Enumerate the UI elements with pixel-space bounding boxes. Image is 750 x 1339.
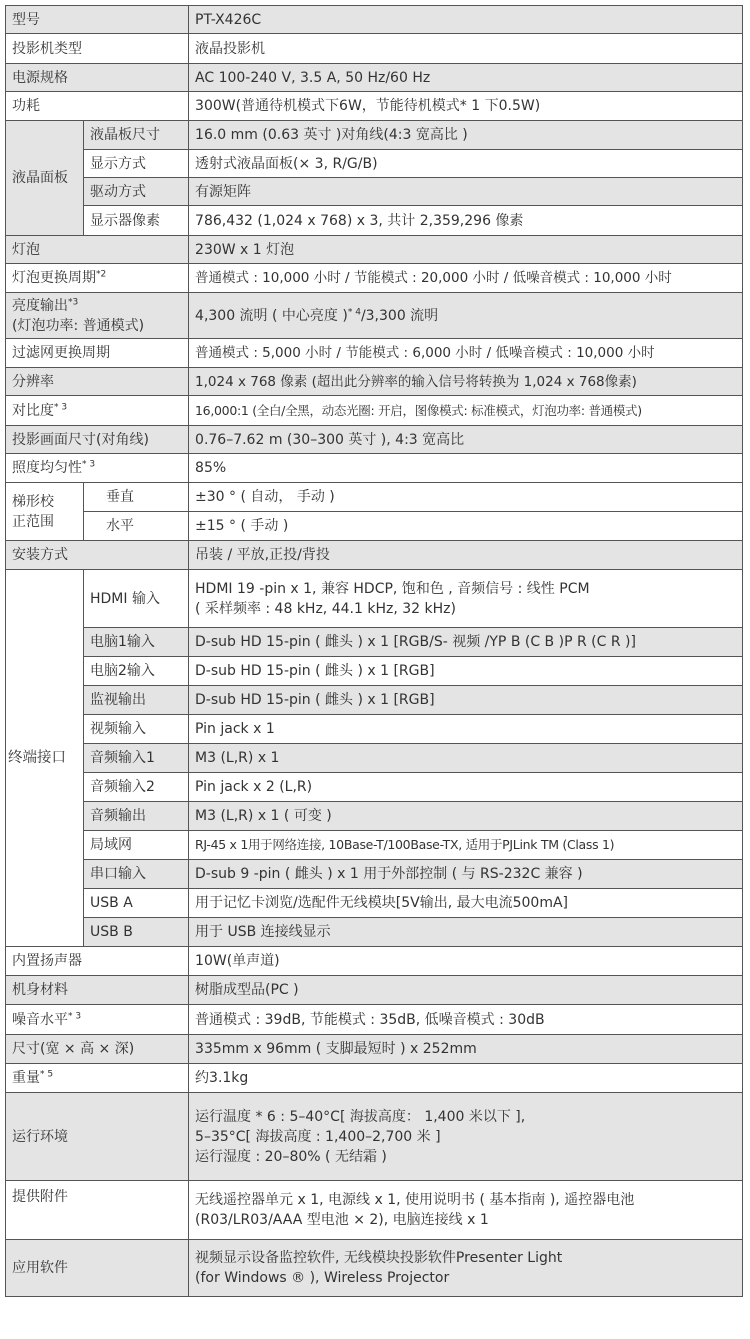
label-lcd-pixels: 显示器像素: [84, 206, 189, 236]
row-noise: [6, 1005, 743, 1035]
terminal-value: D-sub HD 15-pin ( 雌头 ) x 1 [RGB]: [189, 657, 743, 686]
row-accessories: [6, 1181, 743, 1240]
terminal-value: D-sub HD 15-pin ( 雌头 ) x 1 [RGB]: [189, 686, 743, 715]
terminal-value: D-sub HD 15-pin ( 雌头 ) x 1 [RGB/S- 视频 /YP B (C B )P R (C R )]: [189, 628, 743, 657]
terminal-label: 电脑1输入: [84, 628, 189, 657]
terminal-value: [189, 570, 743, 628]
value-resolution: 1,024 x 768 像素 (超出此分辨率的输入信号将转换为 1,024 x 768像素): [189, 368, 743, 396]
row-terminal-monitor: [6, 686, 743, 715]
label-contrast: [6, 396, 189, 426]
label-accessories: 提供附件: [6, 1181, 189, 1240]
terminal-value-line: HDMI 19 -pin x 1, 兼容 HDCP, 饱和色 , 音频信号 : 线性 PCM: [195, 580, 590, 597]
row-install: [6, 541, 743, 570]
row-terminal-usb-b: [6, 918, 743, 947]
terminal-label: 监视输出: [84, 686, 189, 715]
label-type: 投影机类型: [6, 34, 189, 64]
label-speaker: 内置扬声器: [6, 947, 189, 976]
terminal-value: M3 (L,R) x 1: [189, 744, 743, 773]
row-dimensions: [6, 1035, 743, 1064]
value-type: 液晶投影机: [189, 34, 743, 64]
footnote-mark: * 3: [68, 1010, 82, 1021]
value-brightness-text: 4,300 流明 ( 中心亮度 ): [195, 307, 348, 324]
terminal-label: 局域网: [84, 831, 189, 860]
value-uniformity: 85%: [189, 454, 743, 483]
row-keystone-horizontal: [6, 512, 743, 541]
row-keystone-vertical: [6, 483, 743, 512]
label-uniformity-text: 照度均匀性: [12, 460, 82, 476]
label-noise-text: 噪音水平: [12, 1011, 68, 1028]
terminal-label: USB A: [84, 889, 189, 918]
label-brightness: [6, 293, 189, 339]
terminal-label: 音频输出: [84, 802, 189, 831]
label-lamp-cycle-text: 灯泡更换周期: [12, 270, 96, 286]
label-keystone-line2: 正范围: [12, 513, 54, 530]
value-lamp-cycle: 普通模式 : 10,000 小时 / 节能模式 : 20,000 小时 / 低噪音模式 : 10,000 小时: [189, 264, 743, 293]
label-lamp-cycle: [6, 264, 189, 293]
label-brightness-text: 亮度输出: [12, 297, 68, 314]
label-weight: [6, 1064, 189, 1093]
value-filter: 普通模式 : 5,000 小时 / 节能模式 : 6,000 小时 / 低噪音模式 : 10,000 小时: [189, 339, 743, 368]
value-dimensions: 335mm x 96mm ( 支脚最短时 ) x 252mm: [189, 1035, 743, 1064]
label-keystone-vertical: 垂直: [84, 483, 189, 512]
label-terminals: 终端接口: [6, 570, 84, 947]
row-weight: [6, 1064, 743, 1093]
row-speaker: [6, 947, 743, 976]
terminal-label: 视频输入: [84, 715, 189, 744]
value-line: 视频显示设备监控软件, 无线模块投影软件Presenter Light: [195, 1250, 563, 1266]
row-lcd-drive: [6, 178, 743, 206]
row-screen: [6, 426, 743, 454]
value-lcd-pixels: 786,432 (1,024 x 768) x 3, 共计 2,359,296 像素: [189, 206, 743, 236]
label-power: 电源规格: [6, 64, 189, 92]
label-keystone-horizontal: 水平: [84, 512, 189, 541]
row-terminal-audio-out: [6, 802, 743, 831]
value-environment: [189, 1093, 743, 1181]
label-contrast-text: 对比度: [12, 402, 54, 419]
terminal-label: 串口输入: [84, 860, 189, 889]
value-speaker: 10W(单声道): [189, 947, 743, 976]
value-screen: 0.76–7.62 m (30–300 英寸 ), 4:3 宽高比: [189, 426, 743, 454]
row-terminal-usb-a: [6, 889, 743, 918]
row-lamp: [6, 236, 743, 264]
row-consumption: [6, 92, 743, 121]
value-line: 无线遥控器单元 x 1, 电源线 x 1, 使用说明书 ( 基本指南 ), 遥控器电池: [195, 1192, 635, 1208]
footnote-mark: * 3: [82, 459, 96, 470]
label-keystone-line1: 梯形校: [12, 493, 54, 510]
label-material: 机身材料: [6, 976, 189, 1005]
terminal-value: 用于 USB 连接线显示: [189, 918, 743, 947]
footnote-mark: * 5: [40, 1069, 54, 1080]
terminal-label: 电脑2输入: [84, 657, 189, 686]
label-filter: 过滤网更换周期: [6, 339, 189, 368]
value-consumption: 300W(普通待机模式下6W，节能待机模式* 1 下0.5W): [189, 92, 743, 121]
footnote-mark: *3: [68, 296, 79, 307]
value-software: [189, 1240, 743, 1297]
terminal-label: USB B: [84, 918, 189, 947]
value-model: PT-X426C: [189, 6, 743, 34]
row-terminal-audio-in2: [6, 773, 743, 802]
terminal-value: RJ-45 x 1用于网络连接, 10Base-T/100Base-TX, 适用于PJLink TM (Class 1): [189, 831, 743, 860]
row-terminal-video: [6, 715, 743, 744]
label-resolution: 分辨率: [6, 368, 189, 396]
terminal-value: D-sub 9 -pin ( 雌头 ) x 1 用于外部控制 ( 与 RS-232C 兼容 ): [189, 860, 743, 889]
label-dimensions: 尺寸(宽 × 高 × 深): [6, 1035, 189, 1064]
terminal-label: 音频输入1: [84, 744, 189, 773]
row-power: [6, 64, 743, 92]
row-contrast: [6, 396, 743, 426]
value-lcd-size: 16.0 mm (0.63 英寸 )对角线(4:3 宽高比 ): [189, 121, 743, 150]
value-brightness-text2: /3,300 流明: [360, 307, 439, 324]
label-model: 型号: [6, 6, 189, 34]
value-lcd-drive: 有源矩阵: [189, 178, 743, 206]
label-weight-text: 重量: [12, 1070, 40, 1086]
spec-table: [5, 5, 743, 1297]
row-resolution: [6, 368, 743, 396]
label-uniformity: [6, 454, 189, 483]
terminal-label: HDMI 输入: [84, 570, 189, 628]
row-terminal-audio-in1: [6, 744, 743, 773]
value-weight: 约3.1kg: [189, 1064, 743, 1093]
terminal-label: 音频输入2: [84, 773, 189, 802]
value-accessories: [189, 1181, 743, 1240]
row-material: [6, 976, 743, 1005]
terminal-value: Pin jack x 1: [189, 715, 743, 744]
footnote-mark: * 3: [54, 401, 68, 412]
footnote-mark: *2: [96, 269, 107, 280]
row-environment: [6, 1093, 743, 1181]
label-lcd: 液晶面板: [6, 121, 84, 236]
row-lamp-cycle: [6, 264, 743, 293]
value-lcd-display: 透射式液晶面板(× 3, R/G/B): [189, 150, 743, 178]
value-keystone-horizontal: ±15 ° ( 手动 ): [189, 512, 743, 541]
label-keystone: [6, 483, 84, 541]
value-contrast: 16,000:1 (全白/全黑，动态光圈: 开启，图像模式: 标准模式，灯泡功率: 普通模式): [189, 396, 743, 426]
terminal-value: M3 (L,R) x 1 ( 可变 ): [189, 802, 743, 831]
row-terminal-pc1: [6, 628, 743, 657]
row-terminal-serial: [6, 860, 743, 889]
label-consumption: 功耗: [6, 92, 189, 121]
row-uniformity: [6, 454, 743, 483]
row-terminal-pc2: [6, 657, 743, 686]
value-material: 树脂成型品(PC ): [189, 976, 743, 1005]
label-lcd-display: 显示方式: [84, 150, 189, 178]
row-lcd-pixels: [6, 206, 743, 236]
value-install: 吊装 / 平放,正投/背投: [189, 541, 743, 570]
value-power: AC 100-240 V, 3.5 A, 50 Hz/60 Hz: [189, 64, 743, 92]
value-line: (R03/LR03/AAA 型电池 × 2), 电脑连接线 x 1: [195, 1212, 489, 1228]
value-noise: 普通模式 : 39dB, 节能模式 : 35dB, 低噪音模式 : 30dB: [189, 1005, 743, 1035]
label-brightness-line2: (灯泡功率: 普通模式): [12, 317, 145, 334]
row-lcd-display: [6, 150, 743, 178]
row-filter: [6, 339, 743, 368]
row-lcd-size: [6, 121, 743, 150]
footnote-mark: * 4: [347, 306, 361, 317]
value-line: (for Windows ® ), Wireless Projector: [195, 1270, 450, 1286]
terminal-value: Pin jack x 2 (L,R): [189, 773, 743, 802]
label-lcd-drive: 驱动方式: [84, 178, 189, 206]
label-software: 应用软件: [6, 1240, 189, 1297]
row-software: [6, 1240, 743, 1297]
row-model: [6, 6, 743, 34]
label-noise: [6, 1005, 189, 1035]
terminal-value-line: ( 采样频率 : 48 kHz, 44.1 kHz, 32 kHz): [195, 600, 456, 617]
label-install: 安装方式: [6, 541, 189, 570]
value-line: 运行湿度 : 20–80% ( 无结霜 ): [195, 1148, 387, 1165]
row-brightness: [6, 293, 743, 339]
row-type: [6, 34, 743, 64]
label-screen: 投影画面尺寸(对角线): [6, 426, 189, 454]
value-lamp: 230W x 1 灯泡: [189, 236, 743, 264]
label-environment: 运行环境: [6, 1093, 189, 1181]
value-keystone-vertical: ±30 ° ( 自动， 手动 ): [189, 483, 743, 512]
value-line: 5–35°C[ 海拔高度 : 1,400–2,700 米 ]: [195, 1128, 441, 1145]
row-terminal-hdmi: [6, 570, 743, 628]
terminal-value: 用于记忆卡浏览/选配件无线模块[5V输出, 最大电流500mA]: [189, 889, 743, 918]
row-terminal-lan: [6, 831, 743, 860]
label-lamp: 灯泡: [6, 236, 189, 264]
value-line: 运行温度 * 6 : 5–40°C[ 海拔高度： 1,400 米以下 ],: [195, 1108, 526, 1125]
label-lcd-size: 液晶板尺寸: [84, 121, 189, 150]
value-brightness: [189, 293, 743, 339]
